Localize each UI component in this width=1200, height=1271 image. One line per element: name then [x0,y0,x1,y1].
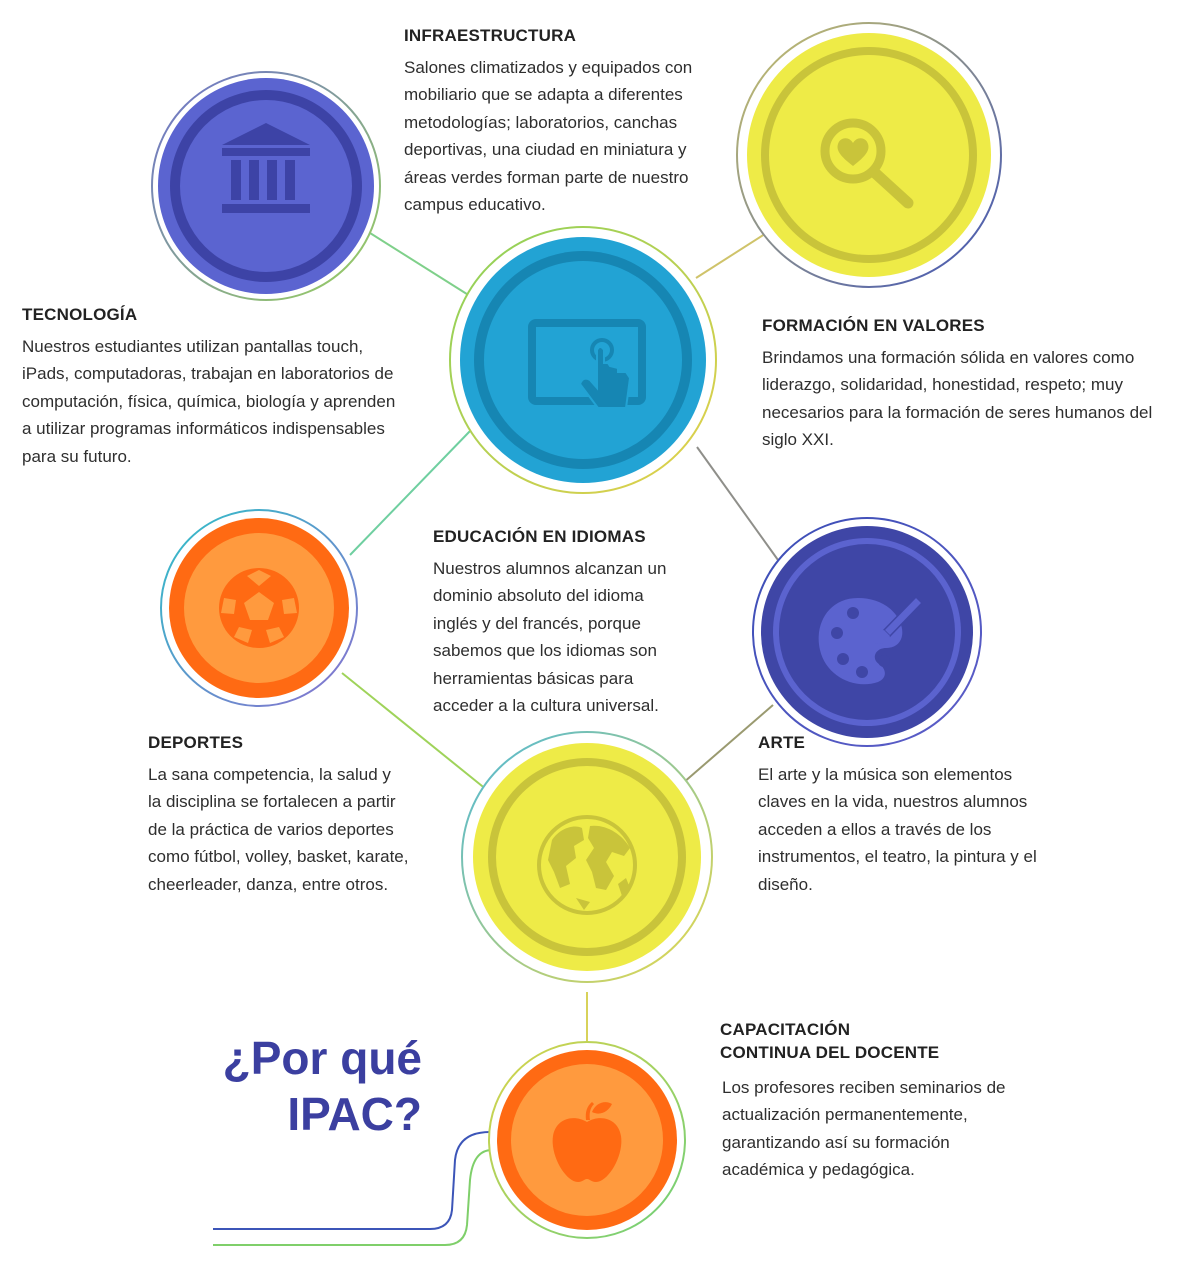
body-line: liderazgo, solidaridad, honestidad, respeto; muy [762,375,1123,395]
connector-tech-valores [696,232,768,278]
page-headline [223,1030,422,1142]
body-line: metodologías; laboratorios, canchas [404,112,678,132]
section-body [404,54,734,218]
body-line: necesarios para la formación de seres humanos del [762,402,1153,422]
body-line: Nuestros alumnos alcanzan un [433,559,667,578]
circle-tecnologia [450,227,716,493]
section-title: INFRAESTRUCTURA [404,26,577,45]
body-line: cheerleader, danza, entre otros. [148,874,389,894]
body-line: garantizando así su formación [722,1132,950,1152]
section-title-line: CAPACITACIÓN [720,1020,851,1039]
body-line: herramientas básicas para [433,668,634,688]
circle-deportes [161,510,357,706]
body-line: para su futuro. [22,446,132,466]
body-line: inglés y del francés, porque [433,613,641,633]
section-capacitacion [720,1018,1050,1184]
body-line: computación, física, química, biología y aprenden [22,391,396,411]
body-line: académica y pedagógica. [722,1160,915,1180]
body-line: El arte y la música son elementos [758,765,1013,784]
section-title: EDUCACIÓN EN IDIOMAS [433,527,646,546]
section-tecnologia [22,305,452,470]
body-line: campus educativo. [404,195,546,215]
body-line: Brindamos una formación sólida en valores como [762,348,1135,367]
section-idiomas [433,527,723,719]
section-title: FORMACIÓN EN VALORES [762,316,985,335]
body-line: La sana competencia, la salud y [148,765,391,784]
body-line: sabemos que los idiomas son [433,641,657,661]
section-title-line: CONTINUA DEL DOCENTE [720,1043,940,1062]
section-title: TECNOLOGÍA [22,305,138,324]
section-body [758,761,1088,898]
circle-infraestructura [152,72,380,300]
body-line: áreas verdes forman parte de nuestro [404,167,689,187]
circle-arte [753,518,981,746]
headline-line: ¿Por qué [222,1032,422,1084]
connector-infra-tech [370,233,470,296]
section-body [433,555,723,719]
circle-idiomas [462,732,712,982]
section-infraestructura [404,26,734,218]
circle-valores [737,23,1001,287]
body-line: siglo XXI. [762,430,834,450]
body-line: dominio absoluto del idioma [433,586,644,606]
body-line: Nuestros estudiantes utilizan pantallas touch, [22,337,364,356]
section-title: DEPORTES [148,733,244,752]
section-arte [758,733,1088,898]
body-line: claves en la vida, nuestros alumnos [758,792,1028,812]
body-line: instrumentos, el teatro, la pintura y el [758,847,1037,867]
body-line: Los profesores reciben seminarios de [722,1078,1006,1097]
circle-capacitacion [489,1042,685,1238]
section-deportes [148,733,458,898]
body-line: diseño. [758,874,813,894]
section-title [720,1018,1050,1064]
body-line: Salones climatizados y equipados con [404,58,693,77]
body-line: mobiliario que se adapta a diferentes [404,85,683,105]
body-line: la disciplina se fortalecen a partir [148,792,396,812]
body-line: actualización permanentemente, [722,1105,968,1125]
body-line: iPads, computadoras, trabajan en laboratorios de [22,364,394,384]
section-title: ARTE [758,733,806,752]
soccer-ball-icon [219,568,299,648]
section-body [22,333,452,470]
body-line: deportivas, una ciudad en miniatura y [404,140,687,160]
connector-tail-blue [213,1132,490,1229]
body-line: acceder a la cultura universal. [433,696,659,716]
section-body [762,344,1192,454]
section-valores [762,316,1192,454]
body-line: a utilizar programas informáticos indispensables [22,419,385,439]
headline-line: IPAC? [287,1088,422,1140]
connector-tail-green [213,1150,492,1245]
globe-icon [539,817,635,913]
body-line: como fútbol, volley, basket, karate, [148,847,409,867]
section-body [720,1074,1050,1184]
body-line: acceden a ellos a través de los [758,819,992,839]
section-body [148,761,458,898]
body-line: de la práctica de varios deportes [148,819,394,839]
